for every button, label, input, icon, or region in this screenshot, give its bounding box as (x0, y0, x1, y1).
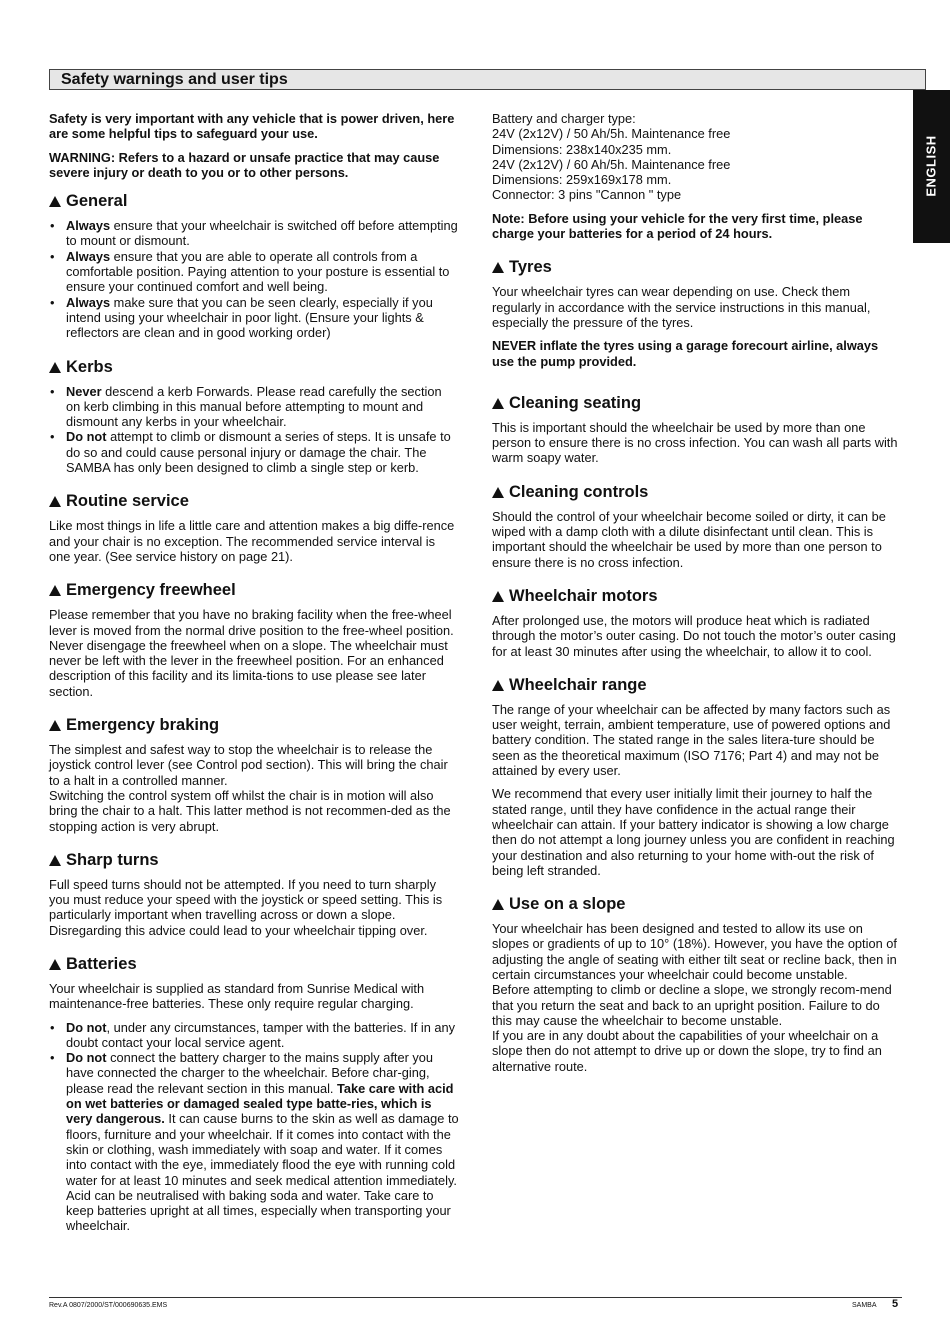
kerbs-heading: Kerbs (49, 357, 459, 377)
sharp-heading: Sharp turns (49, 850, 459, 870)
language-label: ENGLISH (923, 135, 939, 197)
section-kerbs (49, 357, 459, 476)
page-title: Safety warnings and user tips (61, 71, 288, 88)
section-wheelchair-range (492, 675, 902, 878)
warning-icon (492, 398, 504, 409)
warning-icon (492, 262, 504, 273)
cleaning-seating-heading: Cleaning seating (492, 393, 902, 413)
section-tyres (492, 257, 902, 368)
warning-icon (492, 591, 504, 602)
intro-warning: WARNING: Refers to a hazard or unsafe practice that may cause severe injury or death to you or to other persons. (49, 149, 440, 180)
tyres-warning: NEVER inflate the tyres using a garage forecourt airline, always use the pump provided. (492, 338, 879, 369)
slope-text-2: Before attempting to climb or decline a slope, we strongly recom-mend that you return the seat and back to an upright position. Failure to do this may cause the wheelchair to become unstable. (492, 982, 892, 1028)
motors-heading: Wheelchair motors (492, 586, 902, 606)
routine-text: Like most things in life a little care and attention makes a big diffe-rence and your chair is no exception. The recommended service interval is one year. (See service history on page 21). (49, 518, 455, 564)
intro-safety: Safety is very important with any vehicle that is power driven, here are some helpful tips to safeguard your use. (49, 111, 455, 142)
freewheel-text: Please remember that you have no braking facility when the free-wheel lever is moved from the normal drive position to the free-wheel position. Never disengage the freewheel when on a slope. The wheelchair must never be left with the lever in the freewheel position. For an enhanced description of this facility and its limita-tions to use please see later section. (49, 607, 454, 699)
warning-icon (49, 720, 61, 731)
braking-heading: Emergency braking (49, 715, 459, 735)
warning-icon (49, 585, 61, 596)
section-cleaning-controls (492, 482, 902, 570)
braking-text-2: Switching the control system off whilst the chair is in motion will also bring the chair to a halt. This latter method is not recommen-ded as the stopping action is very abrupt. (49, 787, 451, 834)
spec-line: Battery and charger type: (492, 111, 636, 126)
sharp-text: Full speed turns should not be attempted. If you need to turn sharply you must reduce your speed with the joystick or speed setting. This is particularly important when travelling across or down a slope. Disregarding this advice could lead to your wheelchair tipping over. (49, 876, 443, 938)
section-header (49, 69, 926, 90)
cleaning-controls-heading: Cleaning controls (492, 482, 902, 502)
section-general (49, 191, 459, 340)
list-item: • Always ensure that your wheelchair is switched off before attempting to mount or dismount. (49, 218, 459, 249)
warning-icon (492, 899, 504, 910)
motors-text: After prolonged use, the motors will produce heat which is radiated through the motor’s outer casing. Do not touch the motor’s outer casing for at least 30 minutes after using the wheelchair, to allow it to cool. (492, 612, 896, 659)
left-column (49, 111, 459, 1250)
section-use-on-slope (492, 894, 902, 1074)
page-number: 5 (892, 1298, 899, 1310)
section-cleaning-seating (492, 393, 902, 466)
list-item: • Always ensure that you are able to operate all controls from a comfortable position. Paying attention to your posture is essential to ensure your continued comfort and well being. (49, 249, 459, 295)
footer-reference: Rev.A 0807/2000/ST/000690635.EMS (49, 1302, 168, 1309)
warning-icon (49, 362, 61, 373)
footer-divider (49, 1297, 902, 1298)
braking-text-1: The simplest and safest way to stop the wheelchair is to release the joystick control lever (see Control pod section). This will bring the chair to a halt in a controlled manner. (49, 742, 448, 788)
slope-text-3: If you are in any doubt about the capabilities of your wheelchair on a slope then do not attempt to drive up or down the slope, try to find an alternative route. (492, 1028, 882, 1074)
spec-line: Dimensions: 238x140x235 mm. (492, 141, 672, 157)
spec-line: Connector: 3 pins "Cannon " type (492, 187, 682, 203)
general-heading: General (49, 191, 459, 211)
battery-note: Note: Before using your vehicle for the very first time, please charge your batteries for a period of 24 hours. (492, 210, 863, 242)
batteries-list (49, 1020, 459, 1234)
section-emergency-freewheel (49, 580, 459, 699)
kerbs-list (49, 384, 459, 476)
footer-product: SAMBA (852, 1302, 877, 1309)
warning-icon (49, 959, 61, 970)
right-column (492, 111, 902, 1090)
spec-line: Dimensions: 259x169x178 mm. (492, 172, 672, 188)
warning-icon (492, 487, 504, 498)
tyres-heading: Tyres (492, 257, 902, 277)
section-sharp-turns (49, 850, 459, 938)
section-routine-service (49, 491, 459, 564)
list-item: • Do not connect the battery charger to the mains supply after you have connected the charger to the wheelchair. Before char-ging, please read the relevant section in this manual. Take care with acid on wet batteries or damaged sealed type batte-ries, which is very dangerous. It can cause burns to the skin as well as damage to floors, furniture and your wheelchair. If it comes into contact with the skin or clothing, wash immediately with soap and water. If it comes into contact with the eye, immediately flood the eye with running cold water for at least 10 minutes and seek medical attention immediately. Acid can be neutralised with baking soda and water. Take care to keep batteries upright at all times, especially when transporting your wheelchair. (49, 1050, 459, 1234)
range-text-2: We recommend that every user initially limit their journey to half the stated range, until they have confidence in the actual range their wheelchair can attain. If your battery indicator is showing a low charge then do not attempt a long journey unless you are confident in reaching your destination and also returning to your home with-out the risk of being left stranded. (492, 786, 895, 878)
slope-heading: Use on a slope (492, 894, 902, 914)
section-wheelchair-motors (492, 586, 902, 659)
range-text-1: The range of your wheelchair can be affected by many factors such as user weight, terrain, ambient temperature, use of powered options and battery condition. The stated range in the sales litera-ture should be seen as the theoretical maximum (ISO 7176; Part 4) and may not be attained by every user. (492, 701, 891, 779)
spec-line: 24V (2x12V) / 50 Ah/5h. Maintenance free (492, 126, 731, 142)
slope-text-1: Your wheelchair has been designed and tested to allow its use on slopes or gradients of up to 10° (18%). However, you have the option of adjusting the angle of seating with either tilt seat or recline back, then in certain circumstances your wheelchair could become unstable. (492, 921, 897, 982)
cleaning-seating-text: This is important should the wheelchair be used by more than one person to ensure there is no cross infection. You can wash all parts with warm soapy water. (492, 419, 898, 466)
batteries-heading: Batteries (49, 954, 459, 974)
warning-icon (49, 196, 61, 207)
freewheel-heading: Emergency freewheel (49, 580, 459, 600)
range-heading: Wheelchair range (492, 675, 902, 695)
warning-icon (492, 680, 504, 691)
warning-icon (49, 855, 61, 866)
language-tab (913, 90, 950, 243)
list-item: • Do not, under any circumstances, tamper with the batteries. If in any doubt contact your local service agent. (49, 1020, 459, 1051)
list-item: • Do not attempt to climb or dismount a series of steps. It is unsafe to do so and could cause personal injury or damage the chair. The SAMBA has only been designed to climb a single step or kerb. (49, 429, 459, 475)
cleaning-controls-text: Should the control of your wheelchair become soiled or dirty, it can be wiped with a damp cloth with a dilute disinfectant until clean. This is important should the wheelchair be used by more than one person to ensure there is no cross infection. (492, 508, 886, 570)
routine-heading: Routine service (49, 491, 459, 511)
general-list (49, 218, 459, 340)
list-item: • Always make sure that you can be seen clearly, especially if you intend using your wheelchair in poor light. (Ensure your lights & reflectors are clean and in good working order) (49, 295, 459, 341)
spec-line: 24V (2x12V) / 60 Ah/5h. Maintenance free (492, 156, 731, 172)
section-emergency-braking (49, 715, 459, 834)
tyres-text: Your wheelchair tyres can wear depending on use. Check them regularly in accordance with the service instructions in this manual, especially the pressure of the tyres. (492, 284, 871, 330)
list-item: • Never descend a kerb Forwards. Please read carefully the section on kerb climbing in this manual before attempting to mount and dismount any kerbs in your wheelchair. (49, 384, 459, 430)
batteries-text: Your wheelchair is supplied as standard from Sunrise Medical with maintenance-free batteries. These only require regular charging. (49, 980, 425, 1012)
battery-spec (492, 111, 902, 203)
section-batteries (49, 954, 459, 1234)
warning-icon (49, 496, 61, 507)
